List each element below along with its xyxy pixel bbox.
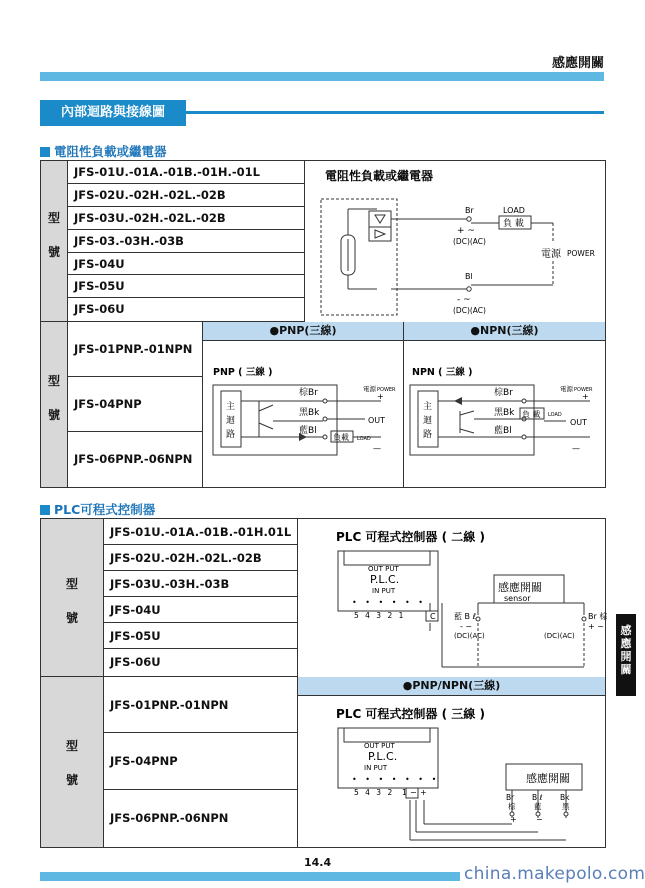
power-cn-label: 電源	[363, 385, 376, 393]
plus-label: +	[377, 392, 384, 401]
power-en-label: POWER	[574, 387, 593, 393]
input-label: IN PUT	[364, 764, 388, 772]
wire-label-bk: Bk	[560, 793, 570, 802]
input-label: IN PUT	[372, 587, 396, 595]
side-tab-char: 應	[620, 637, 632, 650]
minus-label: —	[373, 444, 381, 453]
load-en-label: LOAD	[548, 412, 562, 418]
model-item: JFS-01PNP.-01NPN	[104, 677, 297, 733]
pnp-title: PNP ( 三線 )	[213, 367, 273, 378]
plc-three-wire-diagram	[298, 696, 605, 847]
dcac-label: (DC)(AC)	[454, 632, 485, 640]
section-title: 內部迴路與接線圖	[40, 100, 186, 126]
plus-label: +	[510, 815, 517, 824]
header-bar	[40, 72, 604, 81]
model-item: JFS-02U.-02H.-02L.-02B	[68, 184, 304, 207]
model-list	[104, 519, 298, 677]
footer-bar	[40, 872, 460, 881]
load-box-label: 負 載	[522, 410, 541, 419]
npn-header: ●NPN(三線)	[404, 322, 605, 341]
plc-label: P.L.C.	[370, 573, 400, 586]
model-label-char: 號	[47, 408, 60, 422]
power-cn-label: 電源	[560, 385, 573, 393]
main-circuit-char: 迴	[226, 416, 236, 426]
model-label-column	[41, 322, 68, 487]
dcac-label: (DC)(AC)	[453, 237, 486, 246]
pnp-header: ●PNP(三線)	[203, 322, 404, 341]
diagram-title: 電阻性負載或繼電器	[325, 169, 434, 183]
model-item: JFS-06PNP.-06NPN	[110, 811, 229, 825]
square-bullet-icon	[40, 505, 50, 515]
model-item: JFS-05U	[104, 623, 297, 649]
subtitle-resistive: 電阻性負載或繼電器	[40, 142, 167, 160]
model-list	[104, 677, 298, 847]
wire-label-bl: B ℓ	[532, 793, 543, 802]
resistive-table	[40, 160, 606, 488]
npn-diagram	[404, 341, 604, 487]
wire-label-br: 棕Br	[299, 388, 318, 398]
model-item: JFS-05U	[68, 275, 304, 298]
plus-label: + ~	[457, 226, 475, 236]
model-item: JFS-01PNP.-01NPN	[68, 322, 202, 377]
square-bullet-icon	[40, 147, 50, 157]
model-item: JFS-03.-03H.-03B	[68, 230, 304, 253]
minus-label: - ~	[457, 295, 471, 305]
side-tab-char: 感	[620, 624, 632, 637]
pin-minus: −	[410, 788, 417, 797]
wire-label-bl: 藍Bl	[299, 426, 317, 436]
svg-text:• • • • • •: • • • • • •	[352, 598, 427, 607]
model-item: JFS-03U.-03H.-03B	[104, 571, 297, 597]
model-item: JFS-04PNP	[104, 733, 297, 790]
plc-label: P.L.C.	[368, 750, 398, 763]
model-item: JFS-04PNP	[68, 377, 202, 432]
model-list	[68, 322, 203, 487]
wire-label-bk-cn: 黑	[562, 802, 570, 811]
sensor-cn-label: 感應開關	[526, 772, 570, 785]
minus-label: —	[572, 444, 580, 453]
sensor-en-label: sensor	[504, 594, 531, 603]
side-tab[interactable]	[616, 614, 636, 696]
model-item: JFS-01U.-01A.-01B.-01H.-01L	[68, 161, 304, 184]
wire-label-bl: 藍Bl	[494, 426, 512, 436]
main-circuit-char: 主	[226, 402, 236, 412]
wire-label-bk: 黑Bk	[299, 408, 320, 418]
model-label-column	[41, 519, 104, 677]
wire-label-bl: Bl	[465, 272, 473, 281]
pin-c: C	[430, 612, 436, 621]
main-circuit-char: 主	[423, 402, 433, 412]
model-item: JFS-06U	[74, 302, 125, 316]
dcac-label: (DC)(AC)	[544, 632, 575, 640]
load-box-label: 負載	[333, 433, 349, 442]
pin-plus: +	[420, 788, 427, 797]
power-en-label: POWER	[567, 249, 595, 258]
wire-label-bk: 黑Bk	[494, 408, 515, 418]
minus-label: −	[536, 815, 543, 824]
wire-label-br-cn: 棕	[508, 802, 516, 811]
dcac-label: (DC)(AC)	[453, 306, 486, 315]
pin-1: 1	[402, 788, 407, 797]
main-circuit-char: 迴	[423, 416, 433, 426]
main-circuit-char: 路	[423, 430, 433, 440]
model-item: JFS-02U.-02H.-02L.-02B	[104, 545, 297, 571]
plc-table	[40, 518, 606, 848]
wire-label-br: Br 棕	[588, 612, 608, 621]
model-label-char: 號	[65, 773, 78, 787]
model-label-column	[41, 677, 104, 847]
output-label: OUT PUT	[368, 565, 399, 573]
model-item: JFS-01U.-01A.-01B.-01H.01L	[104, 519, 297, 545]
diagram-title: PLC 可程式控制器 ( 二線 )	[336, 530, 485, 544]
model-label-column	[41, 161, 68, 322]
model-item: JFS-06U	[110, 655, 161, 669]
pnp-diagram	[203, 341, 403, 487]
out-label: OUT	[570, 418, 588, 427]
wire-label-br: 棕Br	[494, 388, 513, 398]
load-label: LOAD	[503, 206, 525, 215]
wire-label-br: Br	[506, 793, 515, 802]
wire-label-br: Br	[465, 206, 474, 215]
wire-label-bl-cn: 藍	[534, 802, 542, 811]
model-list	[68, 161, 305, 322]
page-header-title: 感應開關	[551, 56, 604, 71]
diagram-title: PLC 可程式控制器 ( 三線 )	[336, 707, 485, 721]
pin-numbers: 5 4 3 2	[354, 788, 395, 797]
model-item: JFS-04U	[68, 253, 304, 275]
pnp-npn-header: ●PNP/NPN(三線)	[298, 677, 605, 696]
sensor-cn-label: 感應開關	[498, 581, 542, 594]
model-label-char: 型	[47, 211, 60, 225]
resistive-load-diagram	[305, 161, 605, 321]
output-label: OUT PUT	[364, 742, 395, 750]
model-label-char: 型	[65, 739, 78, 753]
pin-numbers: 5 4 3 2 1	[354, 611, 406, 620]
side-tab-char: 開	[620, 650, 632, 663]
load-box-label: 負 載	[503, 219, 524, 229]
minus-label: - ~	[460, 622, 473, 631]
model-item: JFS-04U	[104, 597, 297, 623]
page-number: 14.4	[304, 856, 332, 869]
section-rule	[186, 111, 604, 114]
plus-label: +	[582, 392, 589, 401]
wire-label-bl: 藍 B ℓ	[454, 612, 476, 621]
model-item: JFS-06PNP.-06NPN	[74, 452, 193, 466]
npn-title: NPN ( 三線 )	[412, 367, 473, 378]
svg-text:• • • • • • •: • • • • • • •	[352, 775, 440, 784]
model-label-char: 號	[65, 611, 78, 625]
power-en-label: POWER	[377, 387, 396, 393]
watermark: china.makepolo.com	[464, 864, 645, 884]
model-item: JFS-03U.-02H.-02L.-02B	[68, 207, 304, 230]
model-label-char: 型	[47, 374, 60, 388]
subtitle-plc: PLC可程式控制器	[40, 500, 155, 518]
model-label-char: 型	[65, 577, 78, 591]
plus-label: + ~	[588, 622, 604, 631]
model-label-char: 號	[47, 245, 60, 259]
side-tab-char: 關	[620, 663, 632, 676]
power-cn-label: 電源	[541, 249, 561, 260]
plc-two-wire-diagram	[298, 519, 608, 676]
out-label: OUT	[368, 416, 386, 425]
main-circuit-char: 路	[226, 430, 236, 440]
load-en-label: LOAD	[357, 436, 371, 442]
